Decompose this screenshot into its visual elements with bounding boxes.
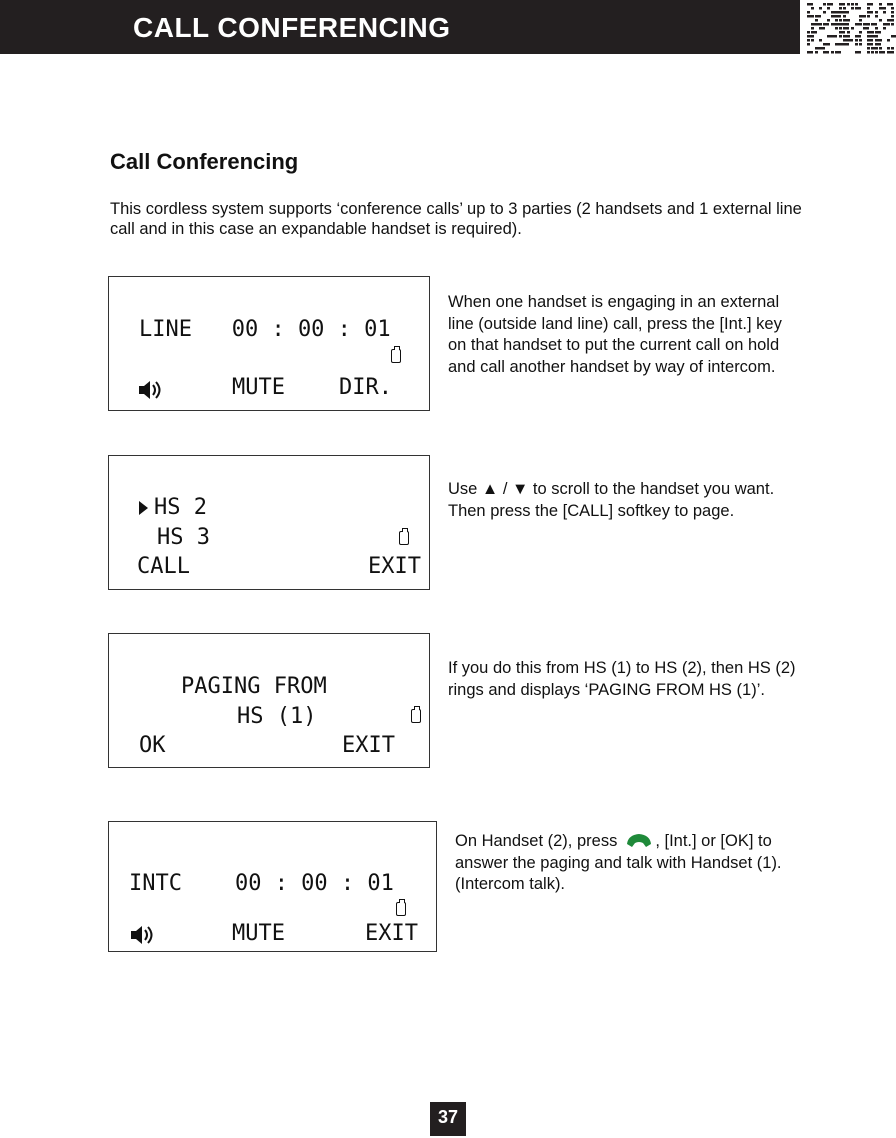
lcd-call-softkey: CALL bbox=[137, 554, 190, 579]
lcd-exit-softkey: EXIT bbox=[365, 921, 418, 946]
battery-icon bbox=[396, 902, 406, 916]
description-2-line-1: Use ▲ / ▼ to scroll to the handset you want. bbox=[448, 480, 775, 498]
lcd-screen-handset-select bbox=[108, 455, 430, 590]
page-number: 37 bbox=[430, 1102, 466, 1136]
lcd-hs3-item: HS 3 bbox=[157, 525, 210, 550]
lcd-screen-intercom bbox=[108, 821, 437, 952]
description-2-line-2: Then press the [CALL] softkey to page. bbox=[448, 501, 735, 520]
lcd-line-timer: LINE 00 : 00 : 01 bbox=[139, 317, 391, 342]
description-4-prefix: On Handset (2), press bbox=[455, 832, 618, 850]
description-3: If you do this from HS (1) to HS (2), then HS (2) rings and displays ‘PAGING FROM HS (1)’. bbox=[448, 659, 796, 699]
lcd-dir-softkey: DIR. bbox=[339, 375, 392, 400]
section-title: Call Conferencing bbox=[110, 149, 299, 174]
lcd-ok-softkey: OK bbox=[139, 733, 166, 758]
lcd-mute-softkey: MUTE bbox=[232, 375, 285, 400]
speaker-icon bbox=[137, 379, 163, 401]
lcd-screen-paging bbox=[108, 633, 430, 768]
lcd-screen-line-call bbox=[108, 276, 430, 411]
speaker-icon bbox=[129, 924, 155, 946]
description-1: When one handset is engaging in an external line (outside land line) call, press the [Int.] key on that handset to put the current call on hold and call another handset by way of intercom. bbox=[448, 293, 782, 376]
lcd-exit-softkey: EXIT bbox=[368, 554, 421, 579]
decorative-pattern-icon bbox=[806, 2, 896, 54]
header-title: CALL CONFERENCING bbox=[133, 12, 451, 43]
header-bar bbox=[0, 0, 800, 54]
triangle-pointer-icon bbox=[139, 501, 148, 515]
lcd-paging-from: PAGING FROM bbox=[181, 674, 327, 699]
battery-icon bbox=[399, 531, 409, 545]
battery-icon bbox=[391, 349, 401, 363]
green-phone-icon bbox=[625, 832, 653, 852]
lcd-hs2-item: HS 2 bbox=[154, 495, 207, 520]
lcd-exit-softkey: EXIT bbox=[342, 733, 395, 758]
battery-icon bbox=[411, 709, 421, 723]
description-4-suffix: , [Int.] or [OK] to answer the paging and talk with Handset (1). (Intercom talk). bbox=[455, 832, 782, 893]
intro-paragraph: This cordless system supports ‘conference calls’ up to 3 parties (2 handsets and 1 external line call and in this case an expandable handset is required). bbox=[110, 200, 802, 238]
lcd-paging-handset: HS (1) bbox=[237, 704, 317, 729]
description-4 bbox=[455, 831, 800, 896]
description-2 bbox=[448, 479, 788, 522]
lcd-mute-softkey: MUTE bbox=[232, 921, 285, 946]
lcd-intercom-timer: INTC 00 : 00 : 01 bbox=[129, 871, 394, 896]
